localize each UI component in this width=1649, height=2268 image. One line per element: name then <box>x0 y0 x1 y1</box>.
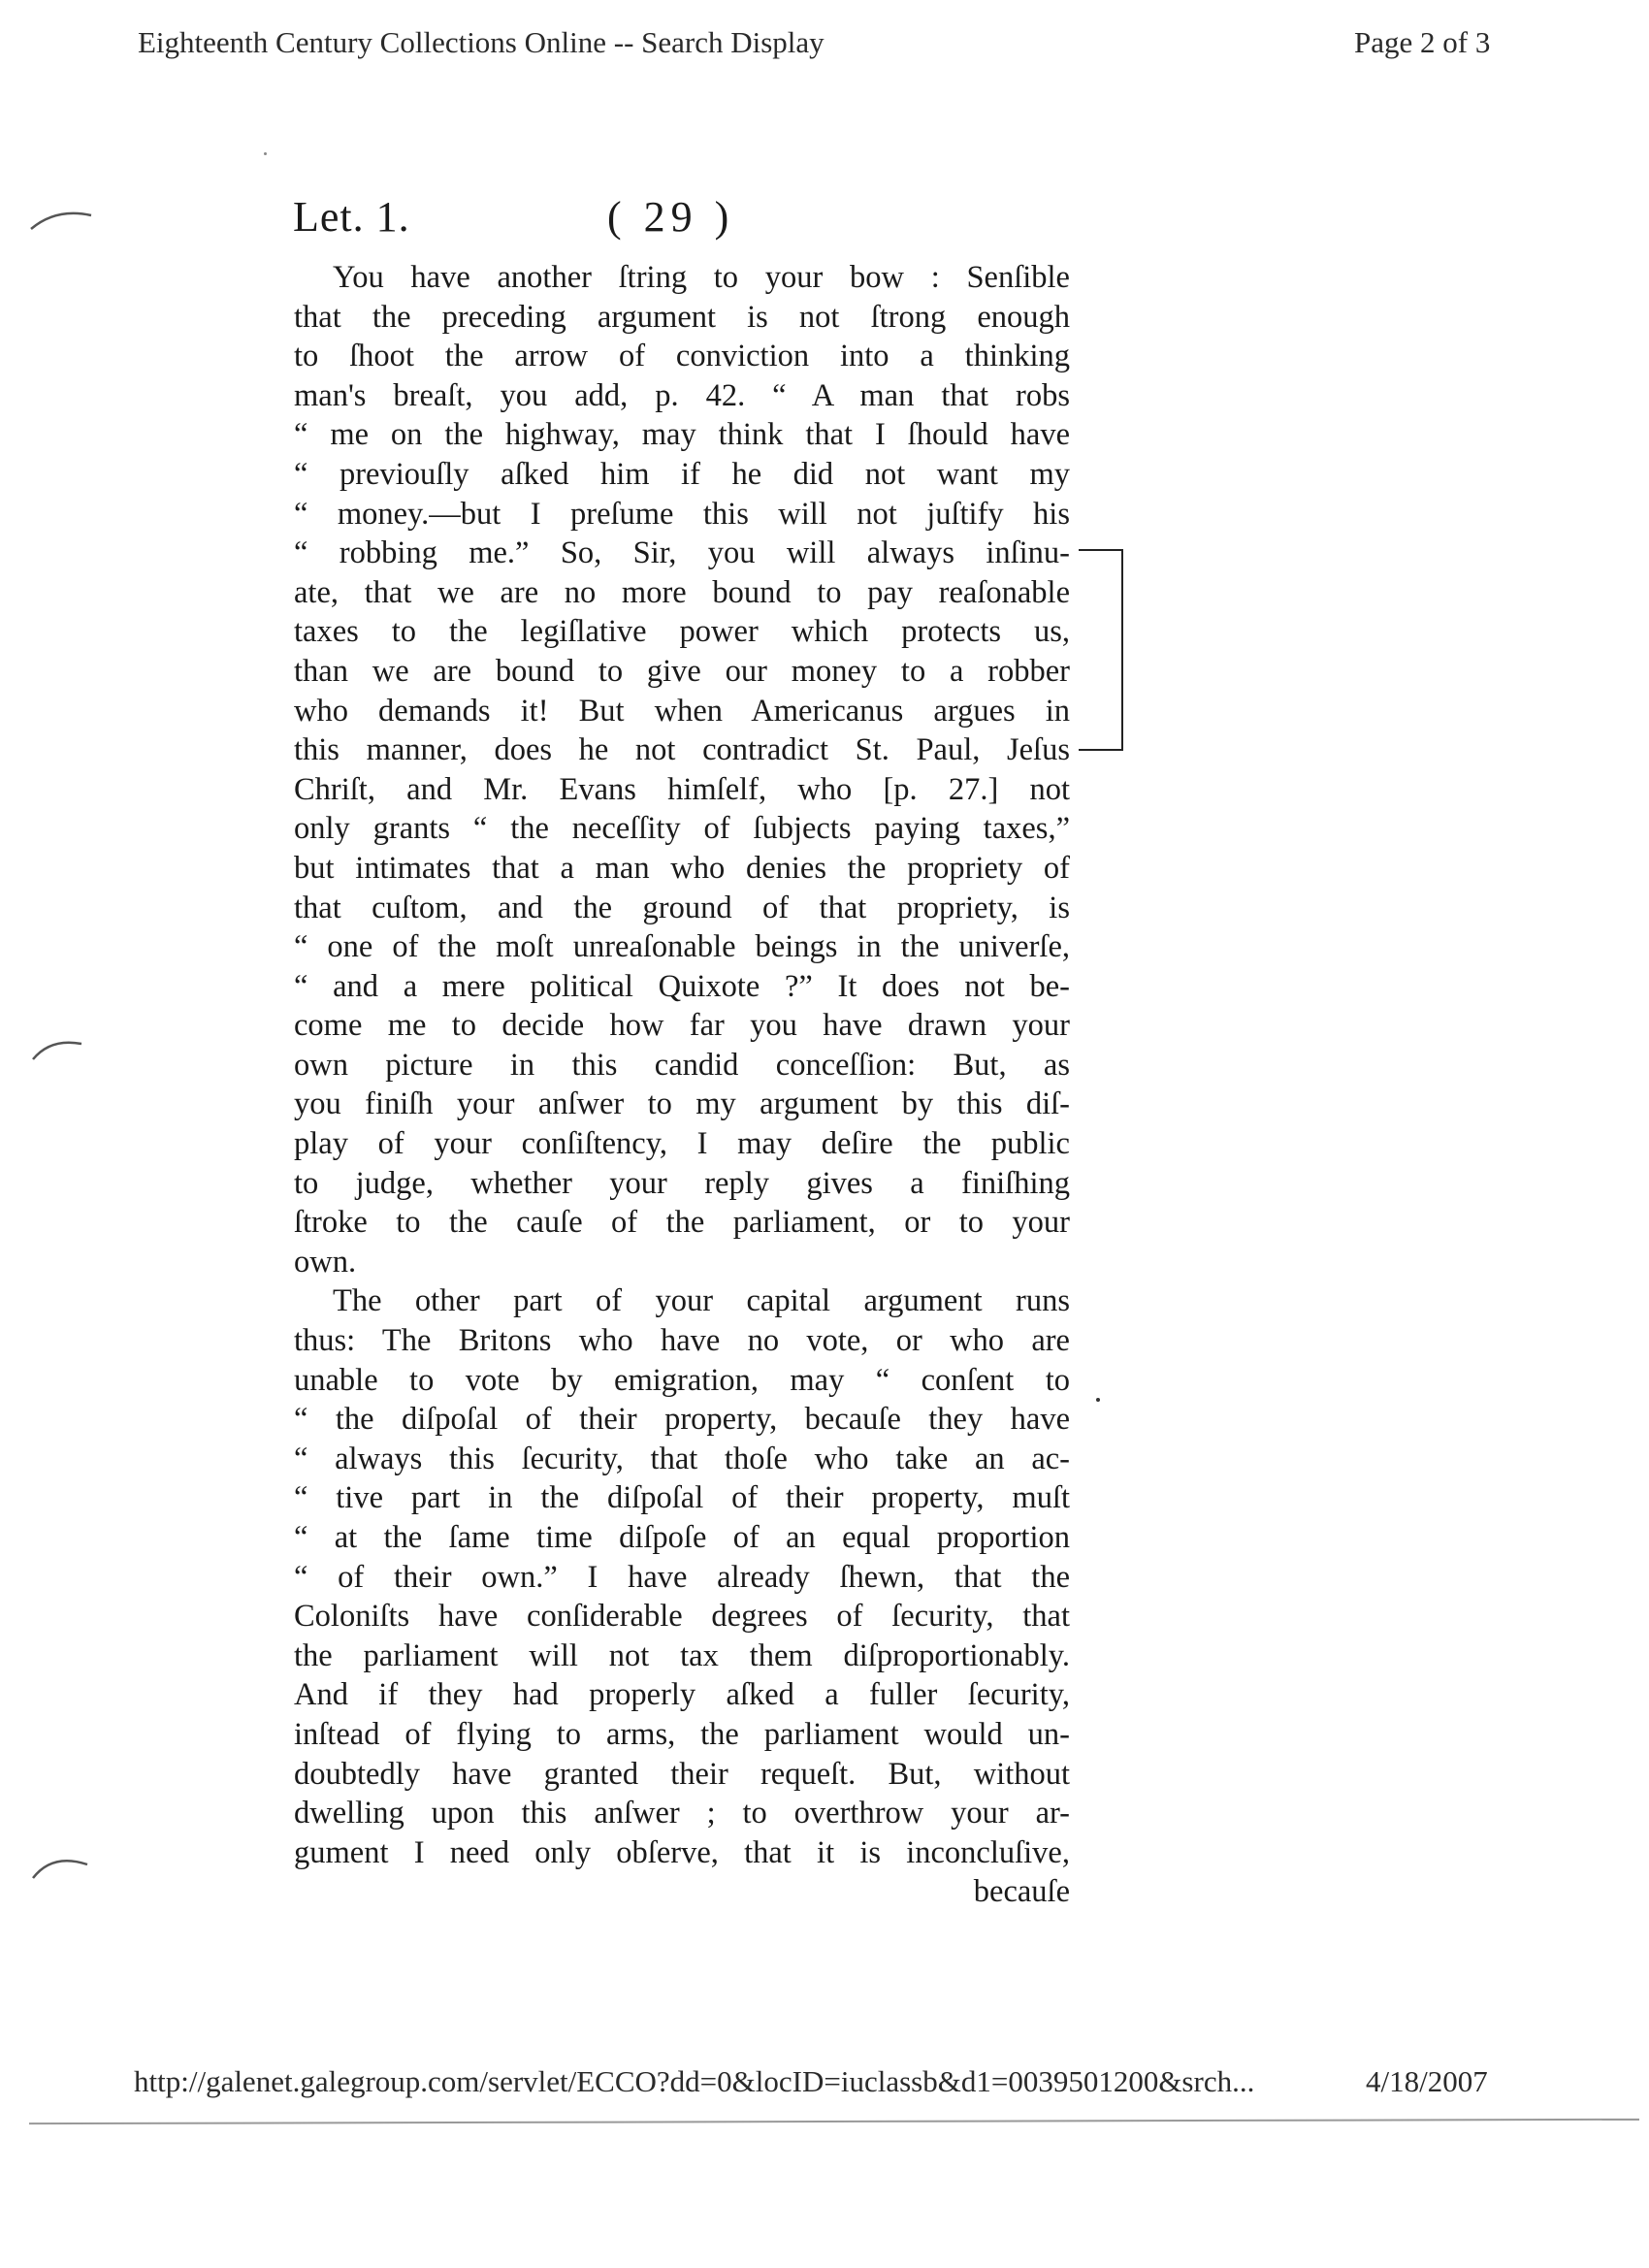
text-line: taxes to the legiſlative power which protects us, <box>294 614 1070 650</box>
text-line: “ at the ſame time diſpoſe of an equal proportion <box>294 1520 1070 1555</box>
text-line: You have another ſtring to your bow : Senſible <box>333 260 1070 295</box>
text-line: gument I need only obſerve, that it is inconcluſive, <box>294 1834 1070 1870</box>
footer-date: 4/18/2007 <box>1366 2064 1488 2098</box>
margin-dot-mark <box>1096 1398 1100 1402</box>
text-line: own. <box>294 1244 357 1280</box>
text-line: only grants “ the neceſſity of ſubjects paying taxes,” <box>294 811 1070 847</box>
text-line: ſtroke to the cauſe of the parliament, or to your <box>294 1205 1070 1241</box>
text-line: “ robbing me.” So, Sir, you will always inſinu- <box>294 535 1070 571</box>
margin-bracket-mark <box>1079 549 1123 751</box>
text-line: ate, that we are no more bound to pay reaſonable <box>294 574 1070 610</box>
text-line: to judge, whether your reply gives a finiſhing <box>294 1165 1070 1201</box>
punch-hole-mark-icon <box>27 206 95 235</box>
text-line: man's breaſt, you add, p. 42. “ A man that robs <box>294 377 1070 413</box>
text-line: “ tive part in the diſpoſal of their property, muſt <box>294 1480 1070 1516</box>
running-head-letter: Let. 1. <box>293 193 410 241</box>
text-line: dwelling upon this anſwer ; to overthrow your ar- <box>294 1796 1070 1831</box>
text-line: And if they had properly aſked a fuller ſecurity, <box>294 1677 1070 1713</box>
text-line: unable to vote by emigration, may “ conſent to <box>294 1362 1070 1398</box>
scan-speck <box>264 152 267 155</box>
text-line: doubtedly have granted their requeſt. But, without <box>294 1756 1070 1792</box>
text-line: inſtead of flying to arms, the parliament would un- <box>294 1716 1070 1752</box>
text-line: “ the diſpoſal of their property, becauſe they have <box>294 1402 1070 1438</box>
punch-hole-mark-icon <box>27 1851 95 1880</box>
text-line: “ and a mere political Quixote ?” It does not be- <box>294 968 1070 1004</box>
text-line: but intimates that a man who denies the propriety of <box>294 850 1070 886</box>
text-line: who demands it! But when Americanus argues in <box>294 693 1070 729</box>
footer-divider <box>29 2119 1639 2124</box>
text-line: this manner, does he not contradict St. Paul, Jeſus <box>294 732 1070 768</box>
text-line: than we are bound to give our money to a robber <box>294 653 1070 689</box>
footer-url: http://galenet.galegroup.com/servlet/ECCO?dd=0&locID=iuclassb&d1=0039501200&srch... <box>134 2064 1255 2098</box>
text-line: The other part of your capital argument runs <box>333 1283 1070 1319</box>
text-line: that the preceding argument is not ſtrong enough <box>294 299 1070 335</box>
text-line: come me to decide how far you have drawn your <box>294 1008 1070 1044</box>
running-head-page-number: ( 29 ) <box>607 193 735 241</box>
text-line: play of your conſiſtency, I may deſire the public <box>294 1126 1070 1162</box>
text-line: “ money.—but I preſume this will not juſtify his <box>294 496 1070 532</box>
text-line: to ſhoot the arrow of conviction into a thinking <box>294 339 1070 374</box>
page-body-text <box>294 258 1070 1912</box>
text-line: Chriſt, and Mr. Evans himſelf, who [p. 27.] not <box>294 771 1070 807</box>
text-line: “ always this ſecurity, that thoſe who take an ac- <box>294 1441 1070 1476</box>
header-title: Eighteenth Century Collections Online -- Search Display <box>138 25 824 59</box>
catchword: becauſe <box>973 1874 1070 1910</box>
text-line: that cuſtom, and the ground of that propriety, is <box>294 890 1070 925</box>
text-line: the parliament will not tax them diſproportionably. <box>294 1637 1070 1673</box>
text-line: “ previouſly aſked him if he did not want my <box>294 456 1070 492</box>
header-page-indicator: Page 2 of 3 <box>1354 25 1491 59</box>
punch-hole-mark-icon <box>27 1034 95 1063</box>
text-line: “ me on the highway, may think that I ſhould have <box>294 417 1070 453</box>
text-line: own picture in this candid conceſſion: But, as <box>294 1047 1070 1083</box>
text-line: “ one of the moſt unreaſonable beings in the univerſe, <box>294 929 1070 965</box>
text-line: “ of their own.” I have already ſhewn, that the <box>294 1559 1070 1595</box>
text-line: Coloniſts have conſiderable degrees of ſecurity, that <box>294 1599 1070 1635</box>
text-line: thus: The Britons who have no vote, or who are <box>294 1323 1070 1359</box>
text-line: you finiſh your anſwer to my argument by this diſ- <box>294 1086 1070 1122</box>
